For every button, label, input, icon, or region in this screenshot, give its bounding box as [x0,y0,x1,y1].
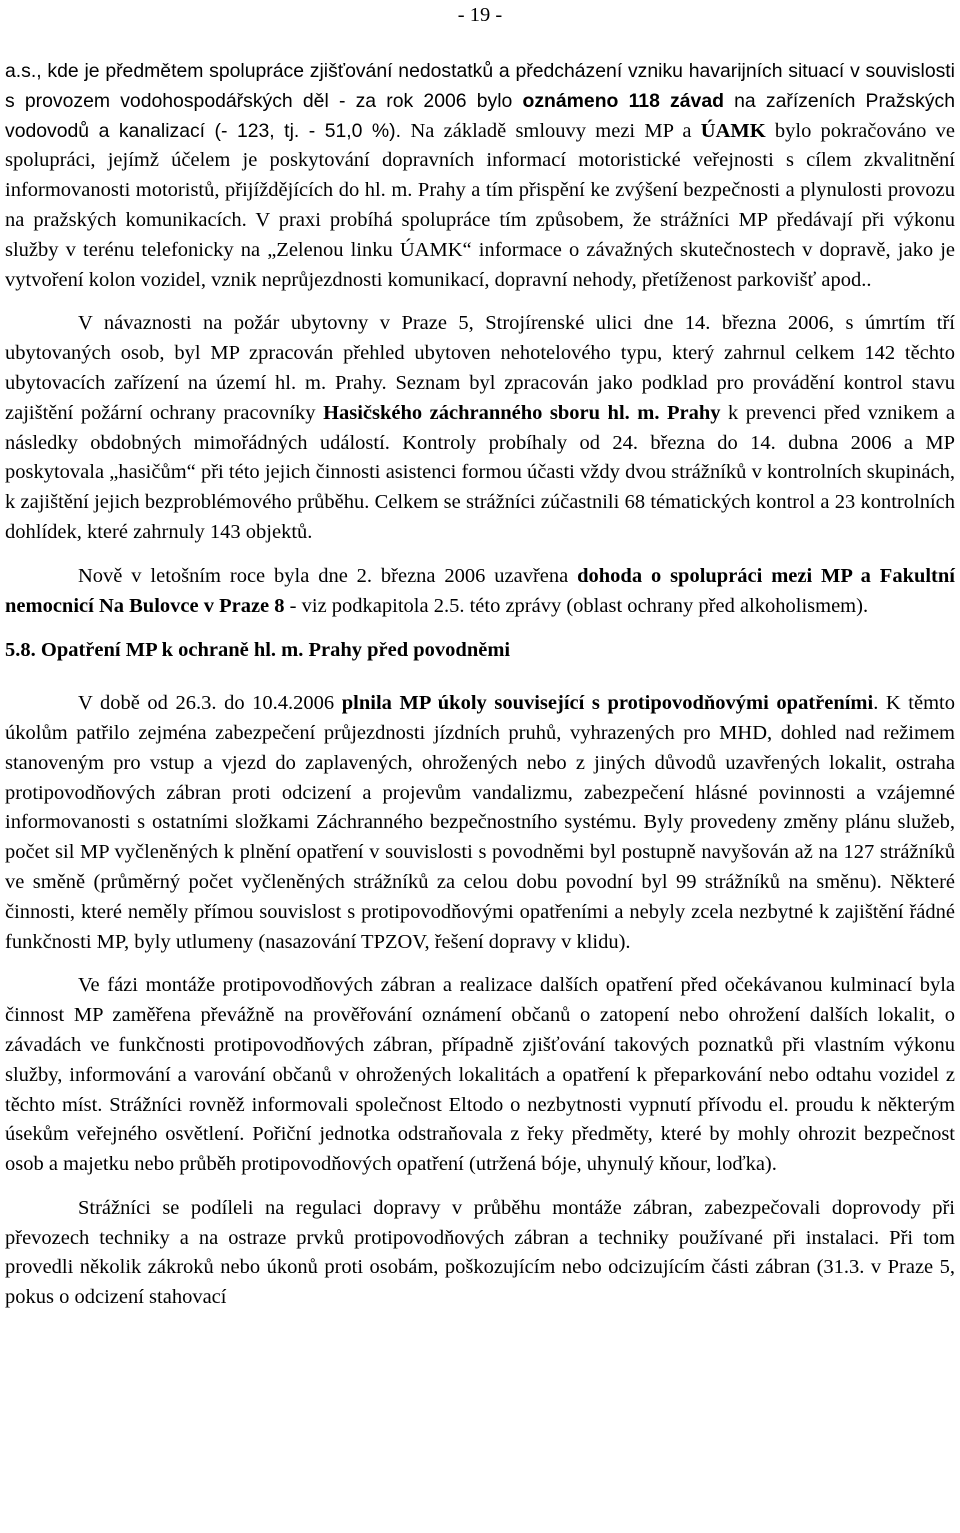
paragraph-run: - viz podkapitola 2.5. této zprávy (oblast ochrany před alkoholismem). [284,594,869,617]
paragraph-hostel-fire [5,309,955,547]
paragraph-run: bylo pokračováno ve spolupráci, jejímž účelem je poskytování dopravních informací motoristické veřejnosti s cílem zkvalitnění informovanosti motoristů, přijíždějících do hl. m. Prahy a tím přispění ke zvýšení bezpečnosti a plynulosti provozu na pražských komunikacích. [5,119,956,231]
paragraph-run: . K těmto úkolům patřilo zejména zabezpečení průjezdnosti jízdních pruhů, vyhrazených pro MHD, dohled nad režimem stanoveným pro vstup a vjezd do zaplavených, ohrožených nebo z jiných důvodů uzavřených lokalit, ostraha protipovodňových zábran proti odcizení a projevům vandalizmu, zabezpečení hlásné povinnosti a vzájemné informovanosti s ostatními složkami Záchranného bezpečnostního systému. Byly provedeny změny plánu služeb, počet sil MP vyčleněných k plnění opatření v souvislosti s povodněmi byl postupně navyšován až na 127 strážníků ve směně (průměrný počet vyčleněných strážníků za celou dobu povodní byl 99 strážníků na směnu). Některé činnosti, které neměly přímou souvislost s protipovodňovými opatřeními a nebyly zcela nezbytné k zajištění řádné funkčnosti MP, byly utlumeny (nasazování TPZOV, řešení dopravy v klidu). [5,692,955,953]
paragraph-emphasis: Hasičského záchranného sboru hl. m. Prahy [323,401,721,424]
section-heading: 5.8. Opatření MP k ochraně hl. m. Prahy před povodněmi [5,639,511,662]
paragraph-run: V praxi probíhá spolupráce tím způsobem, že strážníci MP předávají při výkonu služby v terénu telefonicky na „Zelenou linku ÚAMK“ informace o závažných skutečnostech v dopravě, jako je vytvoření kolon vozidel, vznik neprůjezdnosti komunikací, dopravní nehody, přetíženost parkovišť apod.. [5,208,955,291]
paragraph-emphasis: ÚAMK [700,119,766,142]
paragraph-run: V návaznosti na požár ubytovny v Praze 5, Strojírenské ulici dne 14. března 2006, s úmrtím tří ubytovaných osob, byl MP zpracován přehled ubytoven nehotelového typu, který zahrnul celkem 142 těchto ubytovacích zařízení na území hl. m. Prahy. Seznam byl zpracován jako podklad pro provádění kontrol stavu zajištění požární ochrany pracovníky [5,312,955,424]
paragraph-run: k prevenci před vznikem a následky obdobných mimořádných událostí. Kontroly probíhaly od 24. března do 14. dubna 2006 a MP poskytovala „hasičům“ při této jejich činnosti asistenci formou účasti vždy dvou strážníků v kontrolních skupinách, k zajištění jejich bezproblémového průběhu. Celkem se strážníci zúčastnili 68 tématických kontrol a 23 kontrolních dohlídek, které zahrnuly 143 objektů. [5,401,956,543]
paragraph-traffic-regulation: Strážníci se podíleli na regulaci dopravy v průběhu montáže zábran, zabezpečovali doprovody při převozech techniky a na ostraze prvků protipovodňových zábran a techniky používané při instalaci. Při tom provedli několik zákroků nebo úkonů proti osobám, poškozujícím nebo odcizujícím části zábran (31.3. v Praze 5, pokus o odcizení stahovací [5,1196,955,1309]
paragraph-flood-tasks [5,689,955,957]
paragraph-emphasis: dohoda o spolupráci mezi MP a Fakultní nemocnicí Na Bulovce v Praze 8 [5,564,955,617]
paragraph-emphasis: oznámeno 118 závad [522,89,724,112]
paragraph-run: Na základě smlouvy mezi MP a [410,119,701,142]
paragraph-emphasis: plnila MP úkoly související s protipovodňovými opatřeními [341,692,874,715]
document-body [5,57,955,1313]
paragraph-run: na zařízeních Pražských vodovodů a kanalizací (- 123, tj. - 51,0 %). [5,89,955,142]
paragraph-barrier-installation: Ve fázi montáže protipovodňových zábran a realizace dalších opatření před očekávanou kulminací byla činnost MP zaměřena převážně na prověřování oznámení občanů o zatopení nebo ohrožení dalších lokalit, o závadách ve funkčnosti protipovodňových zábran, případně zjišťování takových poznatků při vlastním výkonu služby, informování a varování občanů v ohrožených lokalitách a opatření k přeparkování nebo odtahu vozidel z těchto míst. Strážníci rovněž informovali společnost Eltodo o nezbytnosti vypnutí přívodu el. proudu k některým úsekům veřejného osvětlení. Pořiční jednotka odstraňovala z řeky předměty, které by mohly ohrozit bezpečnost osob a majetku nebo průběh protipovodňových opatření (utržená bóje, uhynulý kňour, loďka). [5,974,955,1176]
paragraph-hospital-agreement [5,562,955,622]
paragraph-cooperation [5,57,955,295]
paragraph-run: Nově v letošním roce byla dne 2. března 2006 uzavřena [78,564,578,587]
paragraph-run: a.s., kde je předmětem spolupráce zjišťování nedostatků a předcházení vzniku havarijních situací v souvislosti s provozem vodohospodářských děl - za rok 2006 bylo [5,60,955,112]
paragraph-run: V době od 26.3. do 10.4.2006 [78,692,342,715]
page-number: - 19 - [457,4,503,26]
